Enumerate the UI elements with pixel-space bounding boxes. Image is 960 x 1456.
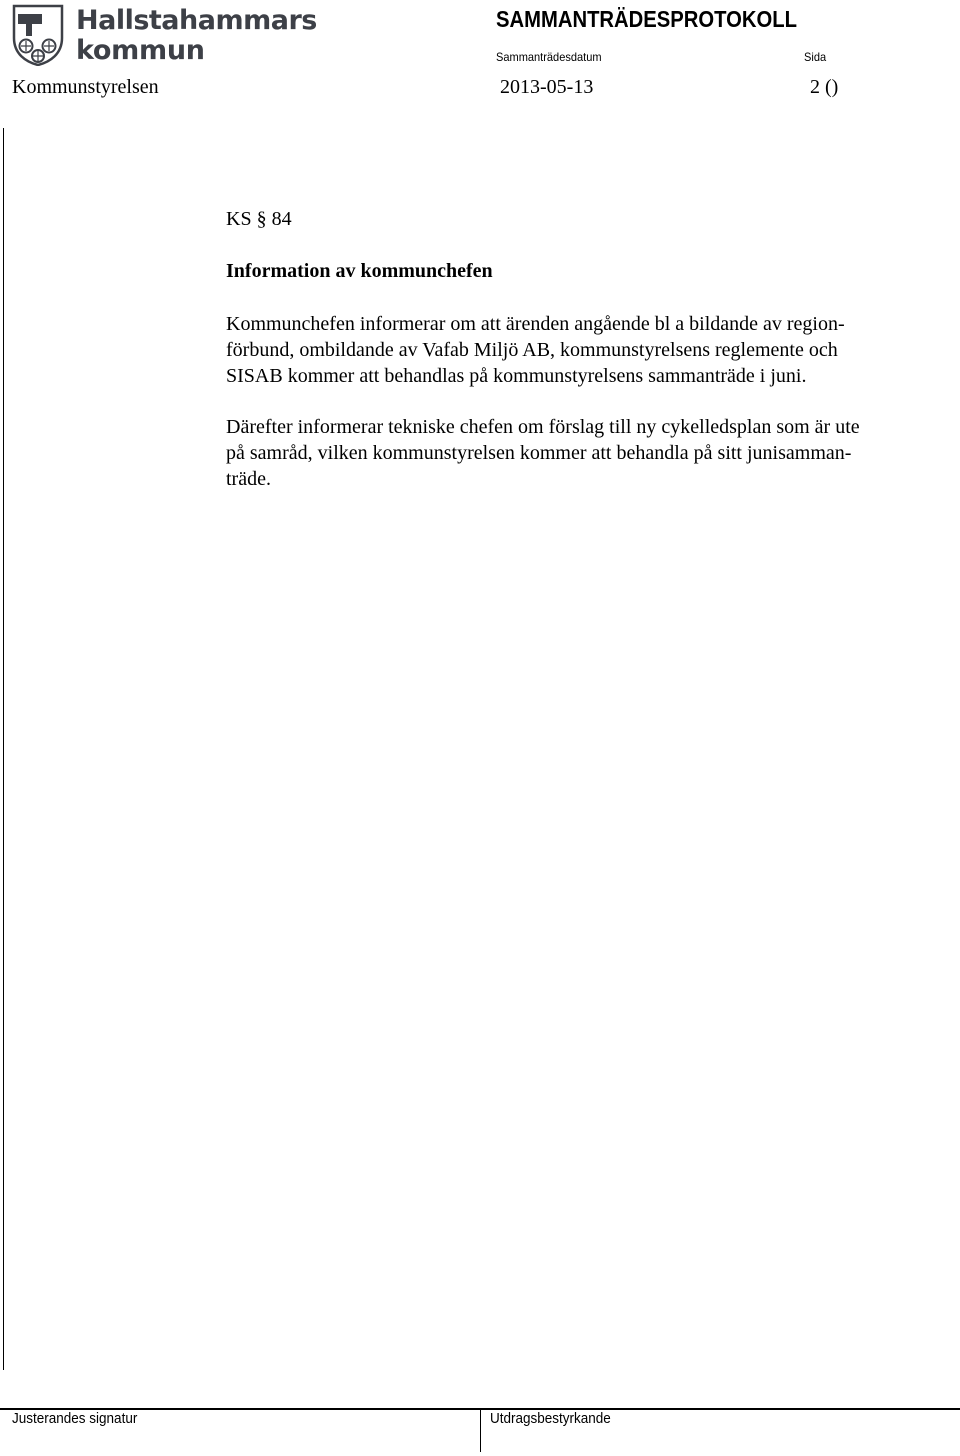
signature-label: Justerandes signatur — [12, 1410, 138, 1427]
certification-label: Utdragsbestyrkande — [490, 1410, 611, 1427]
meeting-date: 2013-05-13 — [500, 76, 594, 98]
paragraph — [226, 311, 946, 389]
logo-line1: Hallstahammars — [76, 5, 317, 36]
municipality-logo — [12, 4, 317, 68]
coat-of-arms-icon — [12, 4, 64, 66]
logo-wordmark — [76, 6, 317, 66]
paragraph-line: på samråd, vilken kommunstyrelsen kommer att behandla på sitt junisamman- — [226, 442, 852, 464]
committee-name: Kommunstyrelsen — [12, 76, 159, 98]
section-number: KS § 84 — [226, 208, 292, 230]
paragraph-line: förbund, ombildande av Vafab Miljö AB, kommunstyrelsens reglemente och — [226, 339, 838, 361]
margin-rule — [3, 128, 4, 1370]
logo-line2: kommun — [76, 35, 205, 66]
footer-separator — [480, 1408, 481, 1452]
section-title: Information av kommunchefen — [226, 260, 493, 282]
meeting-date-label: Sammanträdesdatum — [496, 50, 602, 64]
paragraph-line: SISAB kommer att behandlas på kommunstyrelsens sammanträde i juni. — [226, 365, 807, 387]
page-number: 2 () — [810, 76, 839, 98]
paragraph-line: träde. — [226, 468, 271, 490]
page-label: Sida — [804, 50, 827, 64]
paragraph — [226, 414, 946, 492]
paragraph-line: Därefter informerar tekniske chefen om förslag till ny cykelledsplan som är ute — [226, 416, 860, 438]
document-type-title: SAMMANTRÄDESPROTOKOLL — [496, 6, 797, 32]
paragraph-line: Kommunchefen informerar om att ärenden angående bl a bildande av region- — [226, 313, 845, 335]
